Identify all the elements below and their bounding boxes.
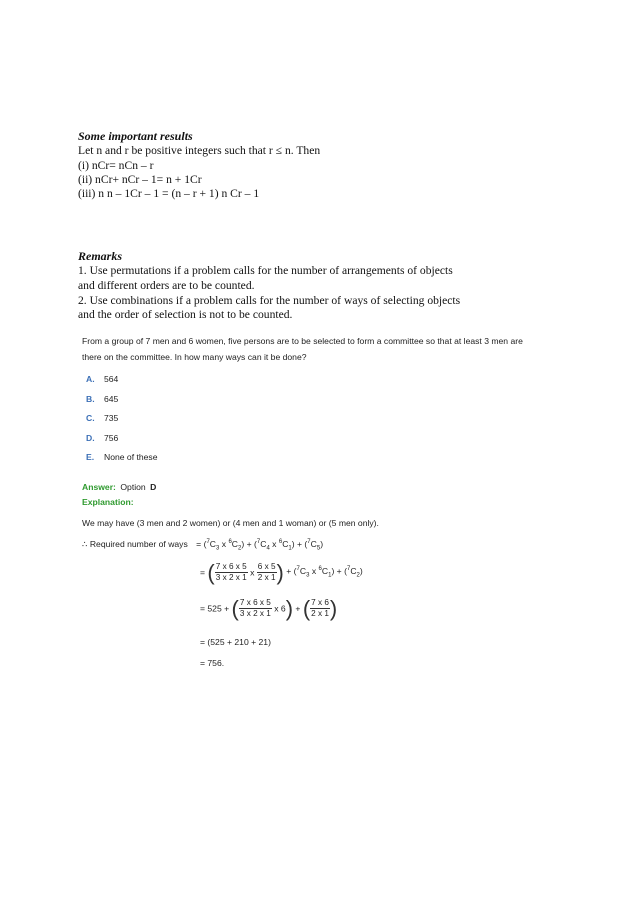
option-b[interactable] (86, 389, 118, 407)
option-text: 645 (104, 394, 119, 404)
explanation-step-5: = 756. (200, 658, 225, 668)
option-text: None of these (104, 452, 158, 462)
option-text: 735 (104, 413, 119, 423)
answer-line (82, 477, 156, 495)
explanation-step-1 (82, 539, 323, 552)
results-line-4: (iii) n n – 1Cr – 1 = (n – r + 1) n Cr – 1 (78, 187, 260, 200)
option-letter: D. (86, 433, 95, 443)
explanation-intro: We may have (3 men and 2 women) or (4 men and 1 woman) or (5 men only). (82, 518, 379, 528)
remarks-line-2: and different orders are to be counted. (78, 279, 255, 292)
remarks-line-3: 2. Use combinations if a problem calls for the number of ways of selecting objects (78, 294, 461, 307)
results-line-2: (i) nCr= nCn – r (78, 159, 154, 172)
explanation-step-3: = 525 + ( $\frac{7 x 6 x 5}{3 x 2 x 1}$ x 6) + ( $\frac{7 x 6}{2 x 1}$ ) (200, 595, 338, 621)
answer-text: Option (120, 482, 146, 492)
option-letter: B. (86, 394, 95, 404)
answer-label: Answer: (82, 482, 116, 492)
option-text: 564 (104, 374, 119, 384)
remarks-line-1: 1. Use permutations if a problem calls for the number of arrangements of objects (78, 264, 453, 277)
question-line-2: there on the committee. In how many ways can it be done? (82, 352, 307, 362)
fraction: $\frac{7 x 6 x 5}{3 x 2 x 1}$ (215, 562, 247, 582)
therefore-label: ∴ Required number of ways (82, 539, 188, 549)
option-a[interactable] (86, 369, 118, 387)
question-line-1: From a group of 7 men and 6 women, five persons are to be selected to form a committee so that at least 3 men are (82, 336, 523, 346)
explanation-label: Explanation: (82, 497, 134, 507)
explanation-step-4: = (525 + 210 + 21) (200, 637, 271, 647)
remarks-line-4: and the order of selection is not to be counted. (78, 308, 293, 321)
remarks-heading: Remarks (78, 249, 123, 263)
results-heading: Some important results (78, 129, 193, 143)
answer-option: D (150, 482, 157, 492)
option-letter: A. (86, 374, 95, 384)
option-letter: C. (86, 413, 95, 423)
results-line-3: (ii) nCr+ nCr – 1= n + 1Cr (78, 173, 202, 186)
fraction: $\frac{6 x 5}{2 x 1}$ (257, 562, 276, 582)
explanation-step-2: = ( $\frac{7 x 6 x 5}{3 x 2 x 1}$ x $\frac{6 x 5}{2 x 1}$ ) + ($^7C_3$ x $^6C_1) + (^7C_2)$ (200, 559, 363, 585)
option-d[interactable] (86, 428, 118, 446)
fraction: $\frac{7 x 6 x 5}{3 x 2 x 1}$ (239, 598, 271, 618)
fraction: $\frac{7 x 6}{2 x 1}$ (311, 598, 329, 618)
step-1-expression: = ($^7C_3$ x $^6C_2) + (^7C_4$ x $^6C_1) + (^7C_5)$ (196, 539, 324, 552)
option-letter: E. (86, 452, 95, 462)
option-c[interactable] (86, 408, 118, 426)
option-e[interactable] (86, 447, 158, 465)
results-line-1: Let n and r be positive integers such that r ≤ n. Then (78, 144, 321, 157)
option-text: 756 (104, 433, 119, 443)
